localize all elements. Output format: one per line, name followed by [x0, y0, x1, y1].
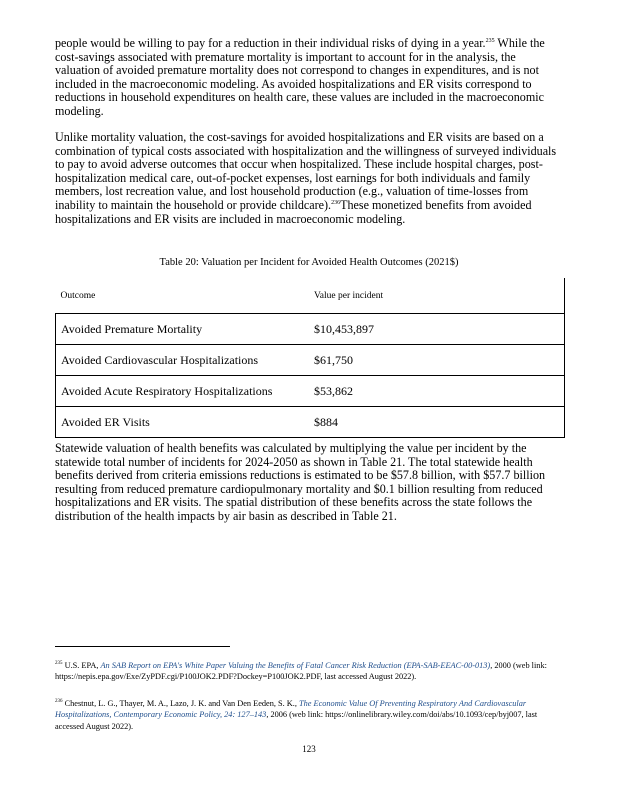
table-cell-value: $61,750	[309, 345, 565, 376]
footnote-text-pre: Chestnut, L. G., Thayer, M. A., Lazo, J. K. and Van Den Eeden, S. K.,	[62, 699, 299, 708]
paragraph-1	[55, 37, 563, 119]
table-caption: Table 20: Valuation per Incident for Avoided Health Outcomes (2021$)	[159, 257, 459, 268]
paragraph-1-text-b: While the cost-savings associated with premature mortality is important to account for in the analysis, the valuation of avoided premature mortality does not correspond to changes in expenditures, and is not included in the macroeconomic modeling. As avoided hospitalizations and ER visits correspond to reductions in household expenditures on health care, these values are included in the macroeconomic modeling.	[55, 36, 545, 118]
table-cell-value: $53,862	[309, 376, 565, 407]
footnote-text-pre: U.S. EPA,	[62, 661, 101, 670]
table-cell-outcome: Avoided Cardiovascular Hospitalizations	[56, 345, 310, 376]
paragraph-3: Statewide valuation of health benefits was calculated by multiplying the value per incident by the statewide total number of incidents for 2024-2050 as shown in Table 21. The total statewide health benefits derived from criteria emissions reductions is estimated to be $57.8 billion, with $57.7 billion resulting from reduced premature cardiopulmonary mortality and $0.1 billion resulting from reduced hospitalizations and ER visits. The spatial distribution of these benefits across the state follows the distribution of the health impacts by air basin as described in Table 21.	[55, 441, 546, 523]
table-row	[56, 314, 565, 345]
table-cell-outcome: Avoided ER Visits	[56, 407, 310, 438]
table-row	[56, 376, 565, 407]
footnote-236	[55, 698, 563, 732]
footnote-link[interactable]: An SAB Report on EPA's White Paper Valuing the Benefits of Fatal Cancer Risk Reduction (EPA-SAB-EEAC-00-013)	[100, 661, 491, 670]
paragraph-2-text-a: Unlike mortality valuation, the cost-savings for avoided hospitalizations and ER visits are based on a combination of typical costs associated with hospitalization and the willingness of surveyed individuals to pay to avoid adverse outcomes that occur when hospitalized. These include hospital charges, post-hospitalization medical care, out-of-pocket expenses, lost earnings for both individuals and family members, lost recreation value, and lost household production (e.g., valuation of time-losses from inability to maintain the household or provide childcare).	[55, 130, 557, 212]
table-cell-value: $10,453,897	[309, 314, 565, 345]
table-header-outcome: Outcome	[56, 278, 310, 314]
paragraph-2-text-b: These monetized benefits from avoided hospitalizations and ER visits are included in macroeconomic modeling.	[55, 197, 532, 226]
footnote-link[interactable]: The Economic Value Of Preventing Respiratory And Cardiovascular Hospitalizations, Contemporary Economic Policy, 24: 127–143	[55, 699, 527, 720]
paragraph-2	[55, 131, 563, 226]
table-cell-outcome: Avoided Acute Respiratory Hospitalizations	[56, 376, 310, 407]
table-row	[56, 345, 565, 376]
valuation-table	[55, 278, 565, 438]
table-header-row	[56, 278, 565, 314]
table-cell-value: $884	[309, 407, 565, 438]
footnote-ref-235[interactable]: 235	[485, 37, 495, 44]
footnote-235	[55, 660, 563, 683]
footnote-text-post: , 2006 (web link: https://onlinelibrary.wiley.com/doi/abs/10.1093/cep/byj007, last accessed August 2022).	[55, 710, 538, 731]
footnote-number: 235	[55, 661, 63, 667]
paragraph-1-text-a: people would be willing to pay for a reduction in their individual risks of dying in a year.	[55, 36, 486, 50]
footnote-ref-236[interactable]: 236	[331, 199, 341, 206]
table-row	[56, 407, 565, 438]
table-cell-outcome: Avoided Premature Mortality	[56, 314, 310, 345]
footnote-text-post: , 2000 (web link: https://nepis.epa.gov/Exe/ZyPDF.cgi/P100JOK2.PDF?Dockey=P100JOK2.PDF, last accessed August 2022).	[55, 661, 547, 682]
table-header-value: Value per incident	[309, 278, 565, 314]
footnote-number: 236	[55, 699, 63, 705]
footnote-divider	[55, 646, 230, 647]
page-number: 123	[302, 744, 316, 754]
